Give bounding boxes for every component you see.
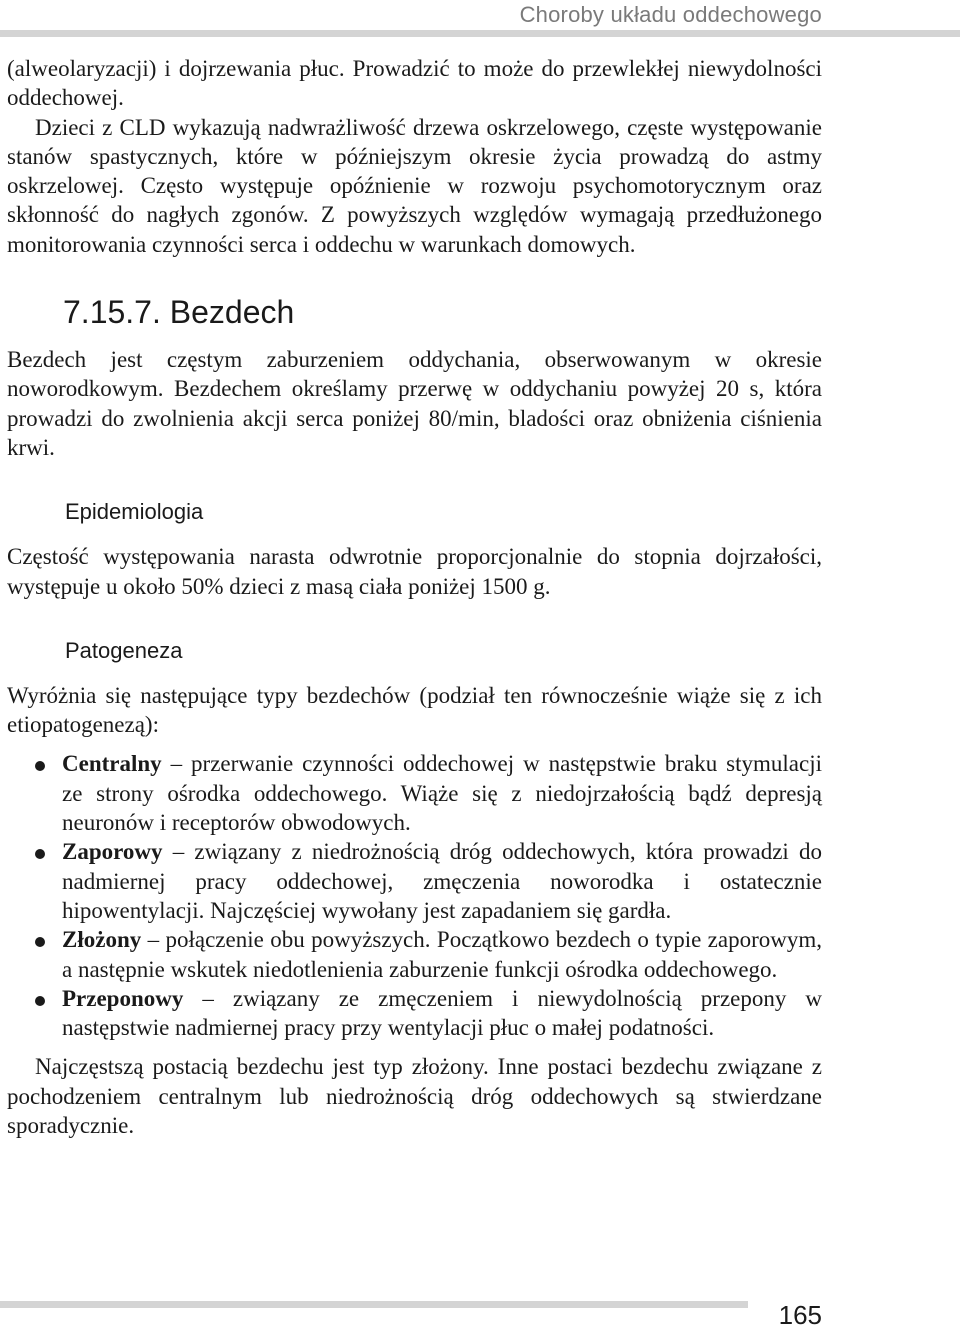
term-mixed: Złożony [62, 927, 142, 953]
paragraph-alveolarization: (alweolaryzacji) i dojrzewania płuc. Prowadzić to może do przewlekłej niewydolności oddechowej. [7, 56, 822, 111]
list-item-obstructive [7, 837, 822, 925]
footer-rule [0, 1301, 748, 1308]
list-item-mixed [7, 925, 822, 984]
page-content [7, 54, 822, 1140]
bullet-icon [35, 761, 45, 771]
term-central: Centralny [62, 751, 162, 777]
term-diaphragmatic: Przeponowy [62, 985, 184, 1011]
section-title-apnea: 7.15.7. Bezdech [63, 294, 295, 331]
page-number: 165 [778, 1300, 822, 1330]
paragraph-most-common-form: Najczęstszą postacią bezdechu jest typ złożony. Inne postaci bezdechu związane z pochodzeniem centralnym lub niedrożnością dróg oddechowych są stwierdzane sporadycznie. [7, 1054, 822, 1139]
description-diaphragmatic: – związany ze zmęczeniem i niewydolnością przepony w następstwie nadmiernej pracy przy wentylacji płuc o małej podatności. [62, 985, 822, 1041]
paragraph-epidemiology: Częstość występowania narasta odwrotnie proporcjonalnie do stopnia dojrzałości, występuje u około 50% dzieci z masą ciała poniżej 1500 g. [7, 544, 822, 599]
header-rule [0, 30, 960, 37]
list-item-diaphragmatic [7, 984, 822, 1043]
paragraph-apnea-definition: Bezdech jest częstym zaburzeniem oddychania, obserwowanym w okresie noworodkowym. Bezdechem określamy przerwę w oddychaniu powyżej 20 s, która prowadzi do zwolnienia akcji serca poniżej 80/min, bladości oraz obniżenia ciśnienia krwi. [7, 347, 822, 460]
list-item-central [7, 749, 822, 837]
description-obstructive: – związany z niedrożnością dróg oddechowych, która prowadzi do nadmiernej pracy oddechowej, zmęczenia noworodka i ostatecznie hipowentylacji. Najczęściej wywołany jest zapadaniem się gardła. [62, 839, 822, 923]
description-central: – przerwanie czynności oddechowej w następstwie braku stymulacji ze strony ośrodka oddechowego. Wiąże się z niedojrzałością bądź depresją neuronów i receptorów obwodowych. [62, 751, 822, 836]
running-header-title: Choroby układu oddechowego [519, 2, 822, 27]
subsection-title-epidemiology: Epidemiologia [65, 499, 204, 525]
paragraph-cld-children: Dzieci z CLD wykazują nadwrażliwość drzewa oskrzelowego, częste występowanie stanów spastycznych, które w późniejszym okresie życia prowadzą do astmy oskrzelowej. Często występuje opóźnienie w rozwoju psychomotorycznym oraz skłonność do nagłych zgonów. Z powyższych względów wymagają przedłużonego monitorowania czynności serca i oddechu w warunkach domowych. [7, 114, 822, 257]
bullet-icon [35, 849, 45, 859]
paragraph-apnea-types-intro: Wyróżnia się następujące typy bezdechów (podział ten równocześnie wiąże się z ich etiopatogenezą): [7, 682, 822, 738]
subsection-title-pathogenesis: Patogeneza [65, 637, 183, 663]
bullet-icon [35, 996, 45, 1006]
description-mixed: – połączenie obu powyższych. Początkowo bezdech o typie zaporowym, a następnie wskutek niedotlenienia zaburzenie funkcji ośrodka oddechowego. [62, 927, 822, 982]
bullet-icon [35, 937, 45, 947]
term-obstructive: Zaporowy [62, 839, 163, 865]
apnea-types-list [7, 749, 822, 1042]
